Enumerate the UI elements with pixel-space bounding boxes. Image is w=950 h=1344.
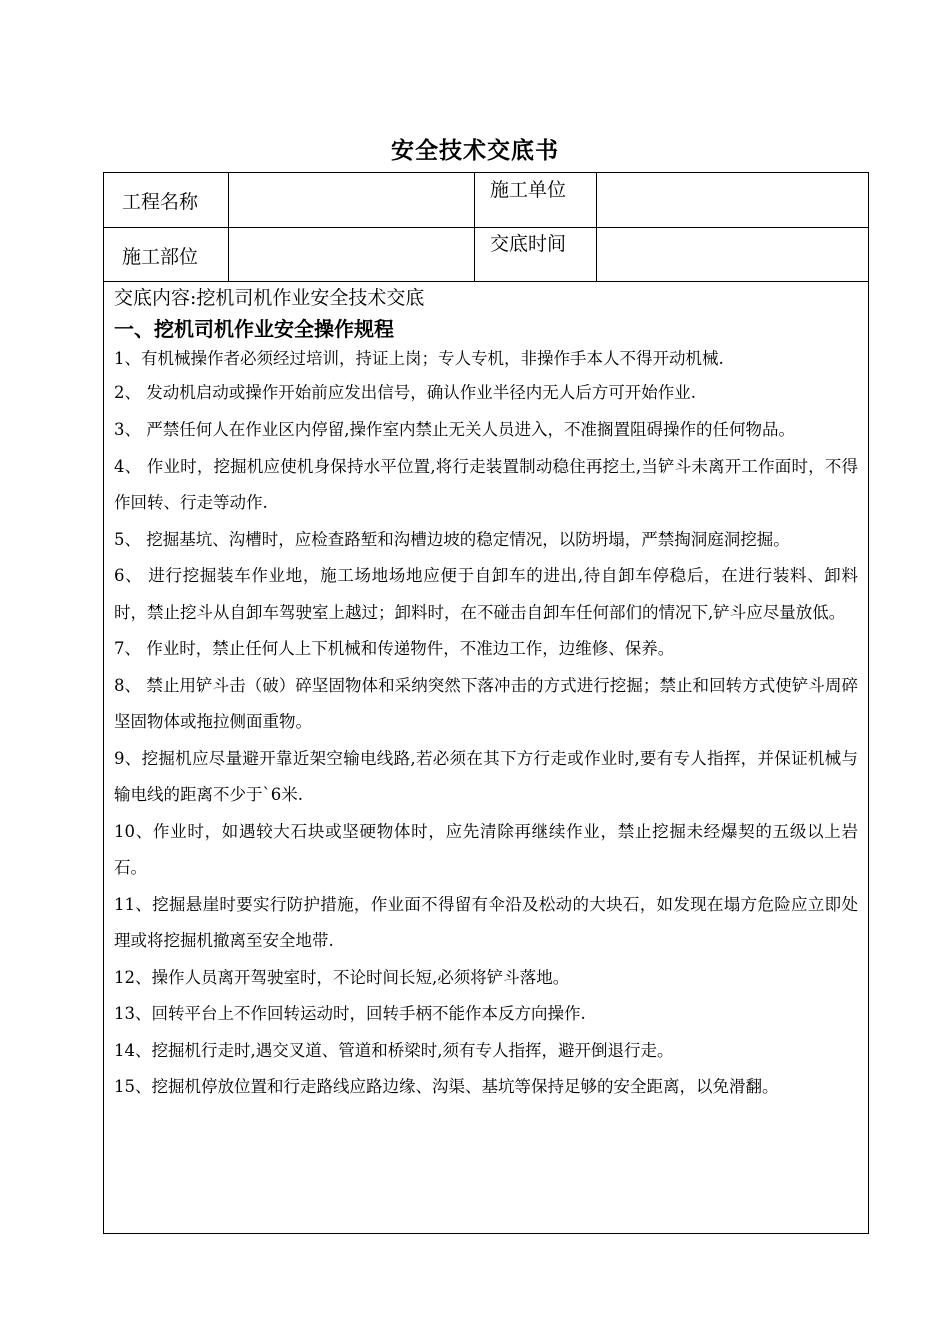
- column-divider: [474, 173, 475, 281]
- project-name-label: 工程名称: [122, 191, 199, 213]
- disclosure-time-label: 交底时间: [490, 233, 567, 255]
- row-divider: [104, 227, 868, 228]
- construction-part-value[interactable]: [234, 231, 468, 277]
- rule-item: 7、 作业时，禁止任何人上下机械和传递物件，不准边工作，边维修、保养。: [114, 639, 675, 658]
- disclosure-content: [114, 283, 858, 1106]
- rule-item: 6、 进行挖掘装车作业地，施工场地场地应便于自卸车的进出,待自卸车停稳后，在进行装料、卸料时，禁止挖斗从自卸车驾驶室上越过；卸料时，在不碰击自卸车任何部们的情况下,铲斗应尽量放低。: [114, 566, 858, 622]
- disclosure-form: [103, 172, 869, 1234]
- disclosure-time-value[interactable]: [602, 231, 862, 277]
- rule-item: 13、回转平台上不作回转运动时，回转手柄不能作本反方向操作.: [114, 1004, 586, 1023]
- rule-list: [114, 343, 858, 1106]
- rule-item: 14、挖掘机行走时,遇交叉道、管道和桥梁时,须有专人指挥，避开倒退行走。: [114, 1040, 674, 1060]
- column-divider: [596, 173, 597, 281]
- rule-item: 15、挖掘机停放位置和行走路线应路边缘、沟渠、基坑等保持足够的安全距离，以免滑翻。: [114, 1077, 779, 1096]
- rule-item: 4、 作业时，挖掘机应使机身保持水平位置,将行走装置制动稳住再挖土,当铲斗未离开工作面时，不得作回转、行走等动作.: [114, 456, 858, 512]
- rule-item: 5、 挖掘基坑、沟槽时，应检查路堑和沟槽边坡的稳定情况，以防坍塌，严禁掏洞庭洞挖掘。: [114, 529, 790, 549]
- column-divider: [228, 173, 229, 281]
- construction-part-label: 施工部位: [122, 246, 199, 268]
- document-title: 安全技术交底书: [391, 137, 559, 164]
- rule-item: 12、操作人员离开驾驶室时，不论时间长短,必须将铲斗落地。: [114, 967, 570, 987]
- rule-item: 2、 发动机启动或操作开始前应发出信号，确认作业半径内无人后方可开始作业.: [114, 383, 696, 402]
- row-divider: [104, 281, 868, 282]
- construction-unit-label: 施工单位: [490, 179, 567, 201]
- rule-item: 11、挖掘悬崖时要实行防护措施，作业面不得留有伞沿及松动的大块石，如发现在塌方危险应立即处理或将挖掘机撤离至安全地带.: [114, 894, 858, 950]
- project-name-value[interactable]: [234, 177, 468, 223]
- content-heading: 交底内容:挖机司机作业安全技术交底: [114, 287, 425, 309]
- construction-unit-value[interactable]: [602, 177, 862, 223]
- rule-item: 8、 禁止用铲斗击（破）碎坚固物体和采纳突然下落冲击的方式进行挖掘；禁止和回转方式使铲斗周碎坚固物体或拖拉侧面重物。: [114, 675, 858, 731]
- rule-item: 10、作业时，如遇较大石块或坚硬物体时，应先清除再继续作业，禁止挖掘未经爆契的五级以上岩石。: [114, 821, 858, 877]
- section-title: 一、挖机司机作业安全操作规程: [114, 317, 394, 341]
- rule-item: 3、 严禁任何人在作业区内停留,操作室内禁止无关人员进入，不准搁置阻碍操作的任何物品。: [114, 420, 795, 439]
- rule-item: 1、有机械操作者必须经过培训，持证上岗；专人专机，非操作手本人不得开动机械.: [114, 349, 724, 368]
- rule-item: 9、挖掘机应尽量避开靠近架空输电线路,若必须在其下方行走或作业时,要有专人指挥，并保证机械与输电线的距离不少于`6米.: [114, 748, 858, 804]
